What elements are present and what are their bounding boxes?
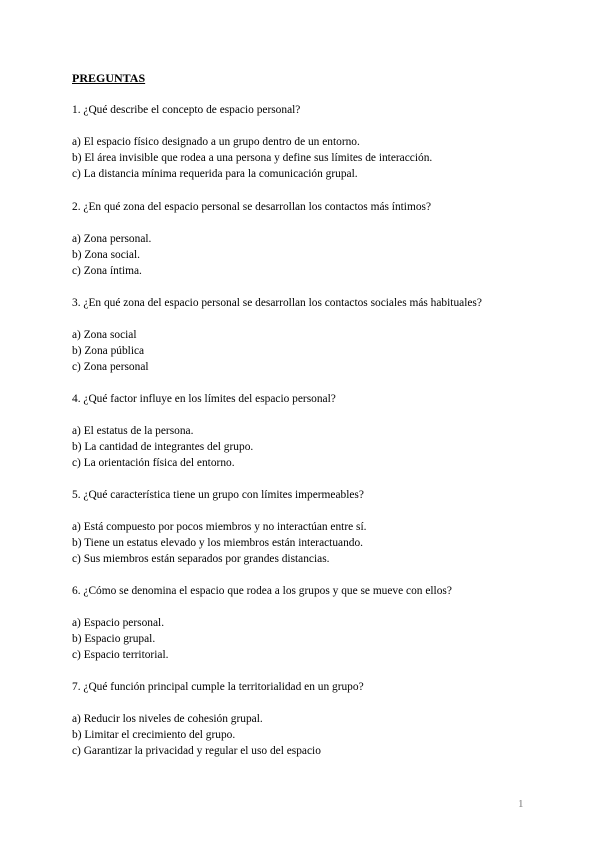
- answer-option: b) Espacio grupal.: [72, 633, 156, 645]
- answer-options: [72, 327, 542, 375]
- question-1: [72, 102, 542, 182]
- question-6: [72, 583, 542, 663]
- answer-option: a) Reducir los niveles de cohesión grupal.: [72, 713, 263, 725]
- answer-options: [72, 519, 542, 567]
- answer-options: [72, 423, 542, 471]
- question-text: 6. ¿Cómo se denomina el espacio que rodea a los grupos y que se mueve con ellos?: [72, 585, 452, 597]
- answer-option: b) Limitar el crecimiento del grupo.: [72, 729, 236, 741]
- answer-options: [72, 134, 542, 182]
- answer-option: a) El espacio físico designado a un grupo dentro de un entorno.: [72, 136, 360, 148]
- page-title: PREGUNTAS: [72, 71, 146, 85]
- question-text: 4. ¿Qué factor influye en los límites del espacio personal?: [72, 393, 336, 405]
- answer-options: [72, 711, 542, 759]
- answer-option: a) Zona social: [72, 329, 137, 341]
- question-3: [72, 295, 542, 375]
- answer-option: c) Espacio territorial.: [72, 649, 169, 661]
- question-text: 3. ¿En qué zona del espacio personal se desarrollan los contactos sociales más habituales?: [72, 297, 482, 309]
- answer-option: a) Está compuesto por pocos miembros y no interactúan entre sí.: [72, 521, 367, 533]
- answer-option: c) Garantizar la privacidad y regular el uso del espacio: [72, 745, 321, 757]
- answer-option: a) El estatus de la persona.: [72, 425, 194, 437]
- answer-option: b) El área invisible que rodea a una persona y define sus límites de interacción.: [72, 152, 433, 164]
- question-text: 5. ¿Qué característica tiene un grupo con límites impermeables?: [72, 489, 364, 501]
- question-7: [72, 679, 542, 759]
- answer-option: c) Sus miembros están separados por grandes distancias.: [72, 553, 330, 565]
- answer-option: b) Zona social.: [72, 249, 141, 261]
- answer-option: b) Zona pública: [72, 345, 145, 357]
- page-number: 1: [518, 798, 524, 810]
- answer-option: a) Espacio personal.: [72, 617, 165, 629]
- question-text: 1. ¿Qué describe el concepto de espacio personal?: [72, 104, 301, 116]
- answer-option: c) La orientación física del entorno.: [72, 457, 235, 469]
- question-text: 2. ¿En qué zona del espacio personal se desarrollan los contactos más íntimos?: [72, 201, 432, 213]
- question-5: [72, 487, 542, 567]
- question-text: 7. ¿Qué función principal cumple la territorialidad en un grupo?: [72, 681, 364, 693]
- answer-option: b) Tiene un estatus elevado y los miembros están interactuando.: [72, 537, 364, 549]
- answer-options: [72, 615, 542, 663]
- answer-option: c) La distancia mínima requerida para la comunicación grupal.: [72, 168, 358, 180]
- answer-options: [72, 231, 542, 279]
- answer-option: a) Zona personal.: [72, 233, 152, 245]
- question-2: [72, 199, 542, 279]
- answer-option: c) Zona íntima.: [72, 265, 142, 277]
- answer-option: c) Zona personal: [72, 361, 149, 373]
- answer-option: b) La cantidad de integrantes del grupo.: [72, 441, 254, 453]
- question-4: [72, 391, 542, 471]
